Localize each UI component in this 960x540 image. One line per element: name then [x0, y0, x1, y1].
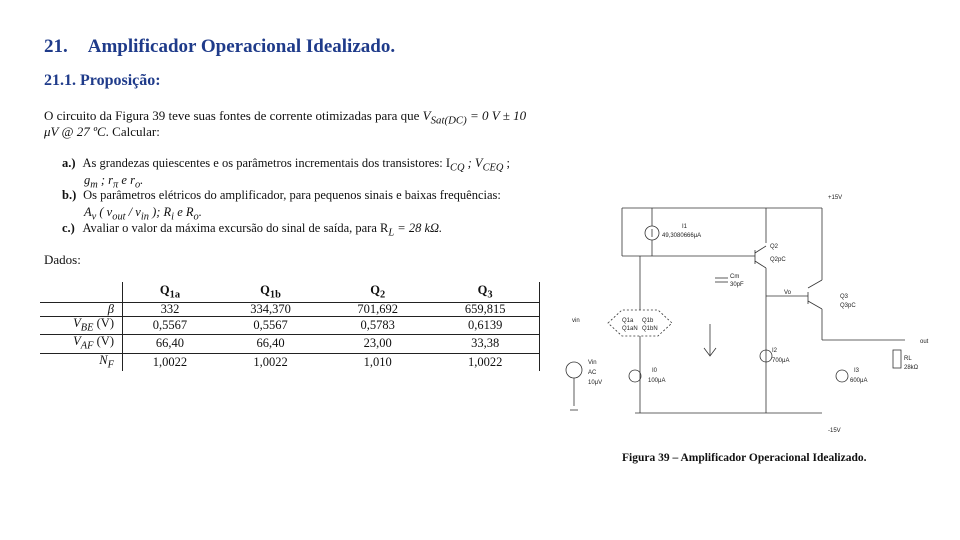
table-row	[40, 302, 540, 316]
item-b-av: A	[84, 205, 92, 219]
row-label-text: V	[73, 315, 81, 330]
i2-value: 700μA	[772, 358, 790, 364]
item-a-rpi-sub: π	[113, 179, 119, 191]
table-row	[40, 316, 540, 335]
vo-label: Vo	[784, 290, 792, 296]
item-c-line-1	[62, 221, 442, 241]
intro-line-2	[44, 124, 160, 140]
rl-name: RL	[904, 356, 912, 362]
item-b-ro-sub: o	[193, 211, 199, 223]
row-label-nf	[40, 353, 123, 371]
section-number: 21.	[44, 36, 68, 57]
item-c-text: Avaliar o valor da máxima excursão do sinal de saída, para R	[82, 221, 389, 235]
item-b-ri-sub: i	[171, 211, 175, 223]
intro-math-temp: μV @ 27 ºC	[44, 124, 106, 139]
table-cell: 1,0022	[253, 354, 288, 369]
table-cell: 0,5567	[123, 316, 217, 335]
table-cell: 1,0022	[152, 354, 188, 369]
q1b-model: Q1bN	[642, 326, 658, 332]
item-b-vin-sub: in	[140, 211, 149, 223]
table-cell: 0,6139	[431, 316, 539, 335]
q3-collector	[808, 280, 822, 288]
row-label-text: V	[73, 334, 81, 348]
row-label-sub: AF	[80, 340, 94, 352]
opamp-schematic	[560, 188, 955, 444]
item-b-ri: ); R	[148, 205, 172, 219]
item-a-sub: CQ	[450, 162, 465, 174]
row-label-vaf	[40, 335, 123, 354]
intro-math-value: = 0 V ± 10	[466, 108, 527, 123]
out-label: out	[920, 339, 929, 345]
cm-name: Cm	[730, 274, 740, 280]
item-a-text: As grandezas quiescentes e os parâmetros incrementais dos transistores: I	[82, 156, 451, 170]
item-a-tail2: ;	[503, 156, 510, 170]
item-b-av-sub: v	[91, 211, 97, 223]
table-cell: 0,5567	[217, 316, 324, 335]
item-b-line-1	[62, 188, 501, 203]
row-label-unit: (V)	[93, 315, 114, 330]
header-q: Q	[159, 283, 170, 297]
item-a-gm: g	[84, 173, 91, 187]
figure-caption: Figura 39 – Amplificador Operacional Idealizado.	[622, 452, 867, 464]
header-sub: 1a	[169, 289, 181, 301]
q3-model: Q3pC	[840, 303, 856, 309]
i3-name: I3	[854, 368, 860, 374]
header-sub: 3	[487, 289, 493, 301]
row-label-unit: (V)	[93, 334, 114, 348]
table-header-empty	[40, 282, 123, 302]
q3-emitter	[808, 301, 822, 309]
vcc-label: +15V	[828, 195, 843, 201]
q2-name: Q2	[770, 244, 779, 250]
section-title	[44, 36, 395, 58]
table-header-q3	[431, 282, 539, 302]
table-cell: 701,692	[324, 302, 431, 316]
item-c-label: c.)	[62, 221, 75, 235]
item-b-ro: e R	[174, 205, 194, 219]
q2-model: Q2pC	[770, 257, 786, 263]
item-b-end: .	[198, 205, 202, 219]
item-a-rpi: ; r	[97, 173, 114, 187]
table-row	[40, 335, 540, 354]
dados-label: Dados:	[44, 252, 81, 267]
table-cell: 332	[123, 302, 217, 316]
i3-source	[836, 370, 848, 382]
vin-value: 10μV	[588, 380, 603, 386]
row-label-text: N	[99, 352, 108, 367]
q2-collector	[755, 261, 766, 268]
cm-value: 30pF	[730, 282, 744, 288]
table-cell: 659,815	[431, 302, 539, 316]
table-cell: 66,40	[217, 335, 324, 354]
i3-value: 600μA	[850, 378, 868, 384]
table-header-q1b	[217, 282, 324, 302]
table-cell: 1,010	[363, 354, 392, 369]
intro-text-2: . Calcular:	[105, 124, 160, 139]
rl-resistor	[893, 350, 901, 368]
row-label-text: β	[107, 301, 114, 316]
item-a-tail: ; V	[464, 156, 483, 170]
i0-value: 100μA	[648, 378, 666, 384]
item-a-ro: e r	[118, 173, 135, 187]
q1b-name: Q1b	[642, 318, 654, 324]
q3-name: Q3	[840, 294, 849, 300]
item-a-label: a.)	[62, 156, 76, 170]
item-b-vout: ( ν	[96, 205, 113, 219]
item-a-gm-sub: m	[90, 179, 98, 191]
table-header-q2	[324, 282, 431, 302]
vin-ac: AC	[588, 370, 597, 376]
header-sub: 2	[379, 289, 386, 301]
item-b-label: b.)	[62, 188, 77, 202]
row-label-sub: BE	[80, 322, 94, 333]
intro-math-v: V	[422, 108, 431, 123]
table-header-q1a	[123, 282, 217, 302]
item-a-sub2: CEQ	[482, 162, 504, 174]
table-cell: 1,0022	[467, 354, 503, 369]
item-a-ro-sub: o	[134, 179, 141, 191]
vee-label: -15V	[828, 428, 841, 434]
diff-pair	[608, 310, 672, 336]
item-b-vout-sub: out	[112, 211, 126, 223]
q1a-name: Q1a	[622, 318, 634, 324]
header-sub: 1b	[269, 289, 281, 301]
i2-name: I2	[772, 348, 778, 354]
row-label-sub: F	[107, 359, 114, 370]
item-b-vin: / ν	[125, 205, 141, 219]
row-label-beta	[40, 302, 123, 316]
item-c-sub: L	[388, 227, 395, 239]
i1-value: 49,3080666μA	[662, 233, 702, 239]
intro-text: O circuito da Figura 39 teve suas fontes de corrente otimizadas para que	[44, 108, 423, 123]
vin-source	[566, 362, 582, 378]
table-cell: 66,40	[123, 335, 217, 354]
table-row	[40, 353, 540, 371]
header-q: Q	[260, 283, 270, 297]
i0-source	[629, 370, 641, 382]
table-cell: 0,5783	[324, 316, 431, 335]
table-cell: 23,00	[324, 335, 431, 354]
header-q: Q	[477, 283, 488, 297]
item-c-tail: = 28 kΩ.	[394, 221, 443, 235]
table-cell: 33,38	[431, 335, 539, 354]
q1a-model: Q1aN	[622, 326, 638, 332]
table-cell: 334,370	[217, 302, 324, 316]
subsection-title: 21.1. Proposição:	[44, 72, 161, 89]
rl-value: 28kΩ	[904, 365, 919, 371]
vin-name: Vin	[588, 360, 597, 366]
transistor-data-table	[40, 282, 540, 371]
intro-math-sub: Sat(DC)	[430, 114, 467, 127]
item-a-end: .	[140, 173, 144, 187]
q2-emitter	[755, 246, 766, 253]
table-header-row	[40, 282, 540, 302]
i1-name: I1	[682, 224, 688, 230]
item-b-text: Os parâmetros elétricos do amplificador, para pequenos sinais e baixas frequências:	[83, 188, 501, 202]
i0-name: I0	[652, 368, 658, 374]
in-label: vin	[572, 318, 580, 324]
section-title-text: Amplificador Operacional Idealizado.	[87, 36, 396, 57]
row-label-vbe	[40, 316, 123, 335]
header-q: Q	[370, 283, 380, 297]
